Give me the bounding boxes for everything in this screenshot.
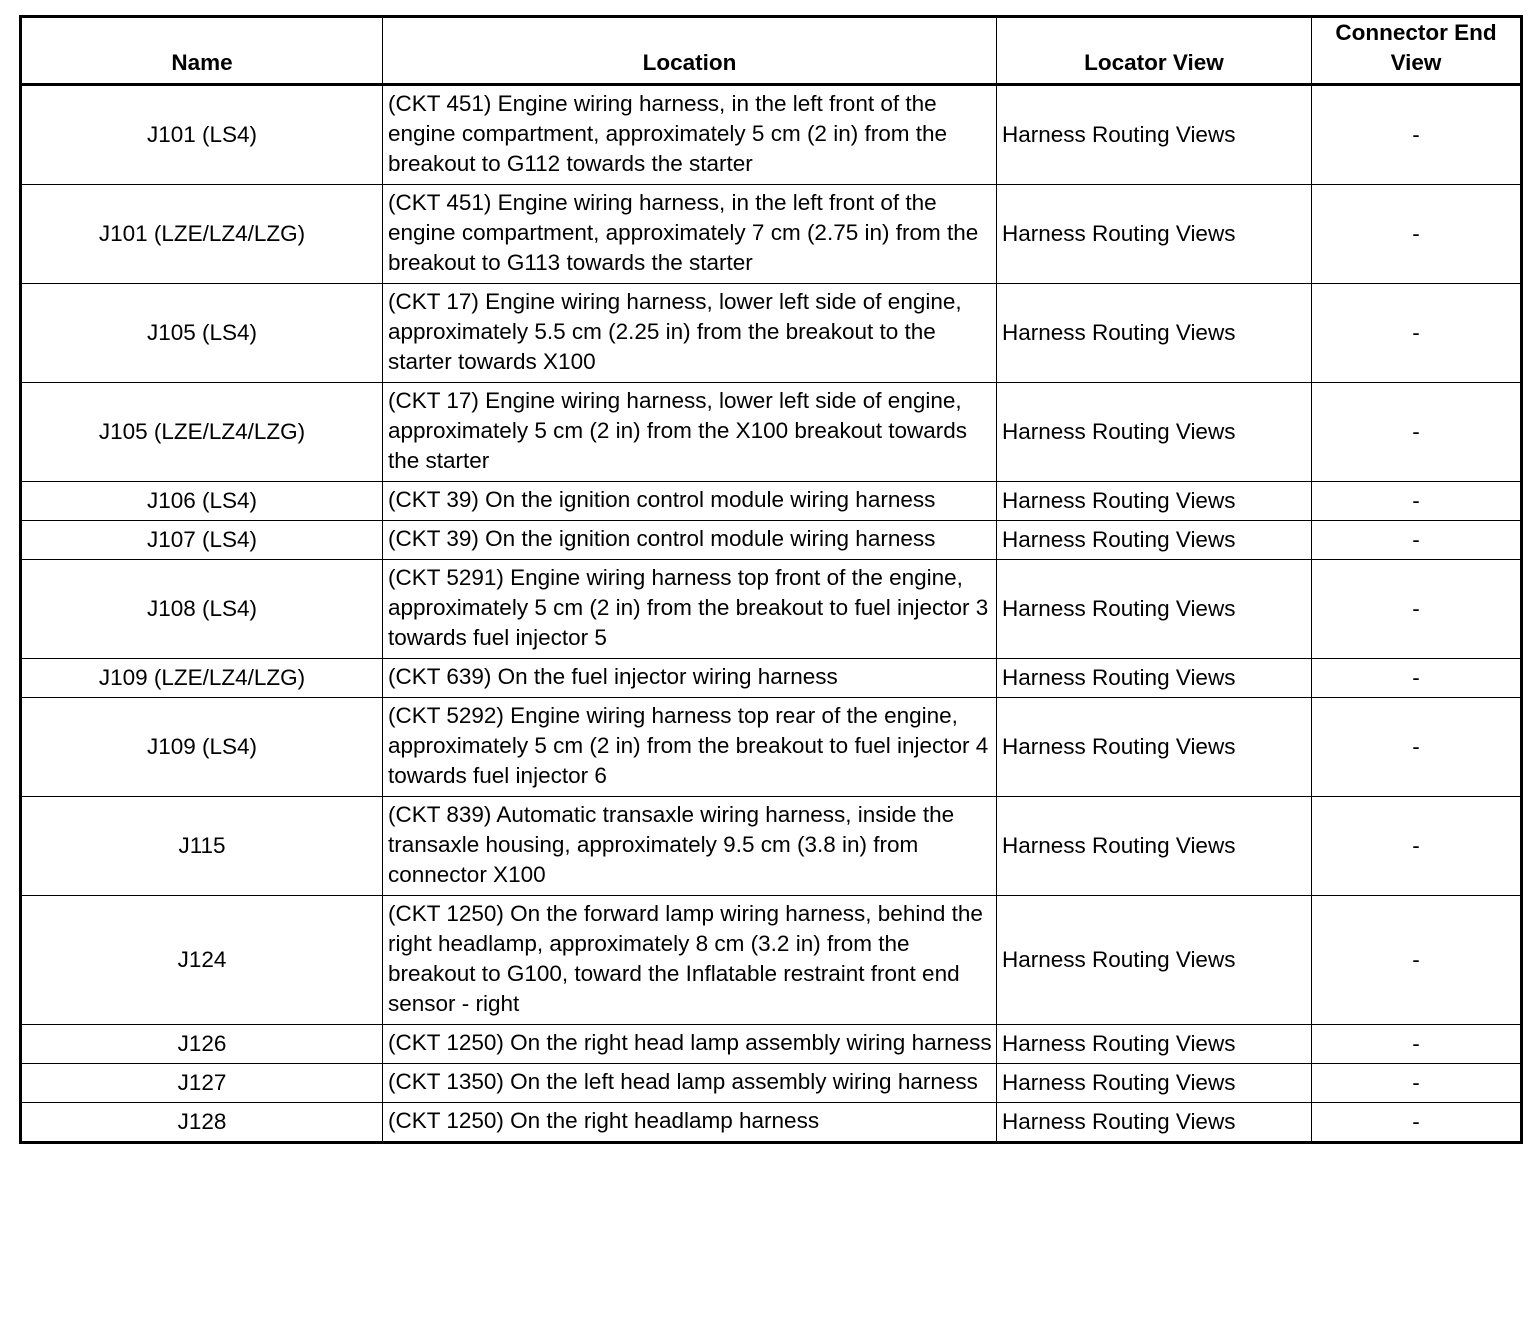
cell-location: (CKT 17) Engine wiring harness, lower left side of engine, approximately 5.5 cm (2.25 in) from the breakout to the starter towards X100	[383, 284, 997, 383]
cell-locator-view: Harness Routing Views	[997, 482, 1312, 521]
cell-connector-end-view: -	[1312, 560, 1522, 659]
cell-connector-end-view: -	[1312, 797, 1522, 896]
cell-connector-end-view: -	[1312, 85, 1522, 185]
cell-location: (CKT 839) Automatic transaxle wiring harness, inside the transaxle housing, approximately 9.5 cm (3.8 in) from connector X100	[383, 797, 997, 896]
table-row	[21, 284, 1522, 383]
cell-name: J105 (LZE/LZ4/LZG)	[21, 383, 383, 482]
header-location: Location	[383, 17, 997, 85]
cell-name: J101 (LZE/LZ4/LZG)	[21, 185, 383, 284]
table-row	[21, 521, 1522, 560]
cell-connector-end-view: -	[1312, 896, 1522, 1025]
cell-connector-end-view: -	[1312, 383, 1522, 482]
cell-location: (CKT 5291) Engine wiring harness top front of the engine, approximately 5 cm (2 in) from the breakout to fuel injector 3 towards fuel injector 5	[383, 560, 997, 659]
table-row	[21, 698, 1522, 797]
table-row	[21, 560, 1522, 659]
cell-connector-end-view: -	[1312, 698, 1522, 797]
cell-connector-end-view: -	[1312, 521, 1522, 560]
cell-location: (CKT 39) On the ignition control module wiring harness	[383, 521, 997, 560]
cell-location: (CKT 1250) On the right head lamp assembly wiring harness	[383, 1025, 997, 1064]
cell-name: J128	[21, 1103, 383, 1143]
cell-name: J127	[21, 1064, 383, 1103]
header-locator-view: Locator View	[997, 17, 1312, 85]
table-row	[21, 659, 1522, 698]
cell-location: (CKT 639) On the fuel injector wiring harness	[383, 659, 997, 698]
cell-name: J107 (LS4)	[21, 521, 383, 560]
cell-location: (CKT 451) Engine wiring harness, in the left front of the engine compartment, approximately 7 cm (2.75 in) from the breakout to G113 towards the starter	[383, 185, 997, 284]
cell-location: (CKT 1350) On the left head lamp assembly wiring harness	[383, 1064, 997, 1103]
cell-connector-end-view: -	[1312, 185, 1522, 284]
cell-locator-view: Harness Routing Views	[997, 560, 1312, 659]
cell-locator-view: Harness Routing Views	[997, 659, 1312, 698]
cell-locator-view: Harness Routing Views	[997, 1064, 1312, 1103]
table-row	[21, 85, 1522, 185]
table-row	[21, 1064, 1522, 1103]
cell-name: J115	[21, 797, 383, 896]
cell-connector-end-view: -	[1312, 1103, 1522, 1143]
cell-locator-view: Harness Routing Views	[997, 383, 1312, 482]
cell-locator-view: Harness Routing Views	[997, 896, 1312, 1025]
cell-location: (CKT 5292) Engine wiring harness top rear of the engine, approximately 5 cm (2 in) from the breakout to fuel injector 4 towards fuel injector 6	[383, 698, 997, 797]
cell-name: J108 (LS4)	[21, 560, 383, 659]
cell-name: J126	[21, 1025, 383, 1064]
header-name: Name	[21, 17, 383, 85]
cell-name: J105 (LS4)	[21, 284, 383, 383]
cell-name: J109 (LS4)	[21, 698, 383, 797]
cell-location: (CKT 1250) On the right headlamp harness	[383, 1103, 997, 1143]
table-row	[21, 482, 1522, 521]
table-row	[21, 896, 1522, 1025]
cell-locator-view: Harness Routing Views	[997, 1103, 1312, 1143]
cell-connector-end-view: -	[1312, 659, 1522, 698]
header-connector-end-view: Connector End View	[1312, 17, 1522, 85]
table-header-row	[21, 17, 1522, 85]
table-row	[21, 1103, 1522, 1143]
cell-locator-view: Harness Routing Views	[997, 85, 1312, 185]
cell-name: J109 (LZE/LZ4/LZG)	[21, 659, 383, 698]
cell-locator-view: Harness Routing Views	[997, 698, 1312, 797]
cell-locator-view: Harness Routing Views	[997, 185, 1312, 284]
cell-locator-view: Harness Routing Views	[997, 284, 1312, 383]
cell-locator-view: Harness Routing Views	[997, 1025, 1312, 1064]
cell-connector-end-view: -	[1312, 1025, 1522, 1064]
cell-location: (CKT 1250) On the forward lamp wiring harness, behind the right headlamp, approximately 8 cm (3.2 in) from the breakout to G100, toward the Inflatable restraint front end sensor - right	[383, 896, 997, 1025]
cell-locator-view: Harness Routing Views	[997, 797, 1312, 896]
splice-location-table	[19, 15, 1523, 1144]
cell-location: (CKT 17) Engine wiring harness, lower left side of engine, approximately 5 cm (2 in) from the X100 breakout towards the starter	[383, 383, 997, 482]
table-row	[21, 185, 1522, 284]
cell-name: J106 (LS4)	[21, 482, 383, 521]
table-row	[21, 383, 1522, 482]
cell-connector-end-view: -	[1312, 482, 1522, 521]
table-row	[21, 1025, 1522, 1064]
table-row	[21, 797, 1522, 896]
cell-location: (CKT 39) On the ignition control module wiring harness	[383, 482, 997, 521]
cell-location: (CKT 451) Engine wiring harness, in the left front of the engine compartment, approximately 5 cm (2 in) from the breakout to G112 towards the starter	[383, 85, 997, 185]
cell-name: J101 (LS4)	[21, 85, 383, 185]
cell-connector-end-view: -	[1312, 284, 1522, 383]
splice-location-table-container	[19, 15, 1520, 1144]
cell-connector-end-view: -	[1312, 1064, 1522, 1103]
cell-name: J124	[21, 896, 383, 1025]
cell-locator-view: Harness Routing Views	[997, 521, 1312, 560]
